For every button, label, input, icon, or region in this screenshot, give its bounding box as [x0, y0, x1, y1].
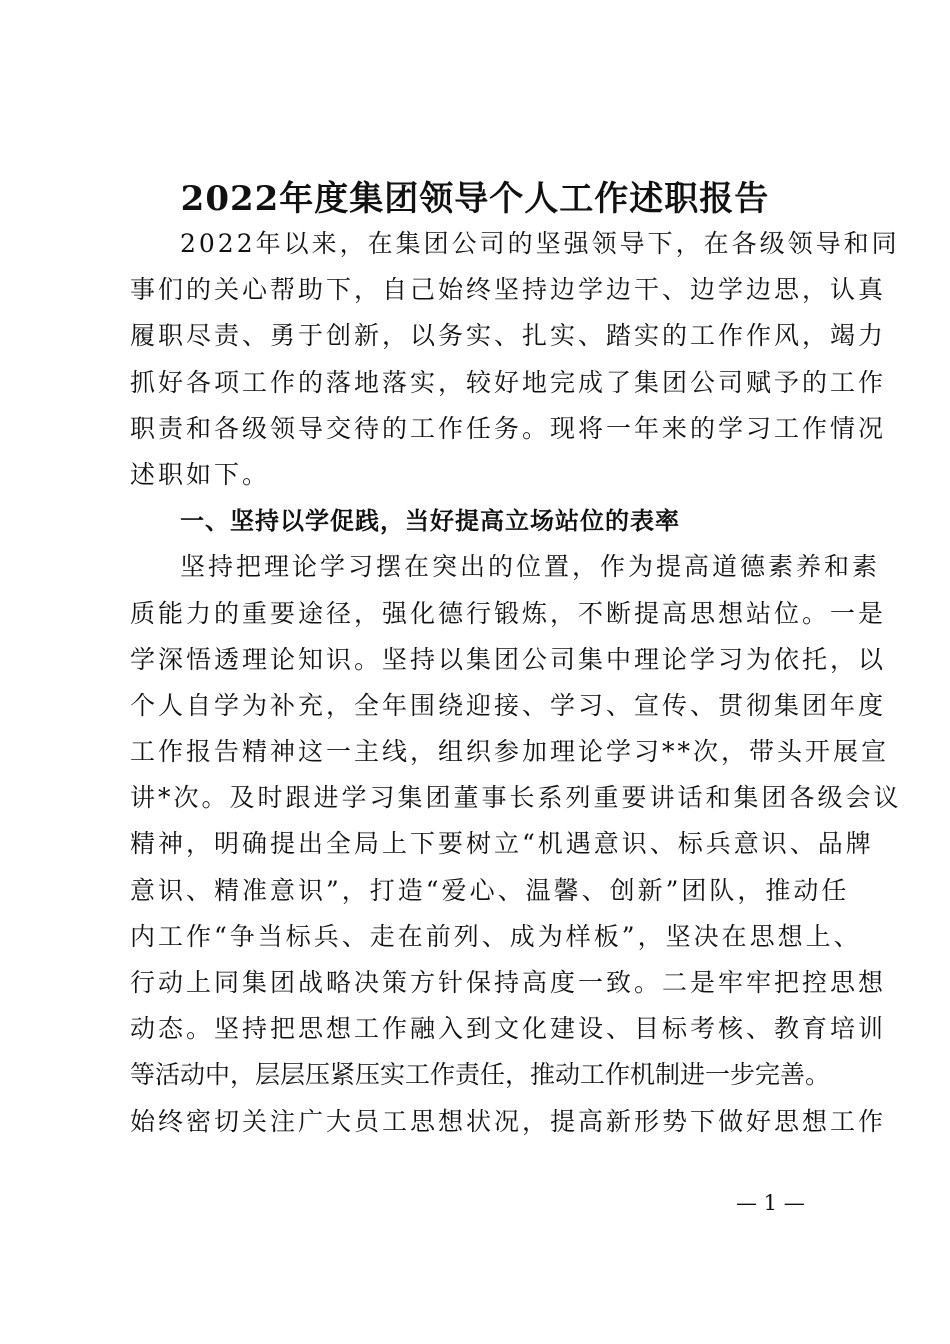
- paragraph-line: 行动上同集团战略决策方针保持高度一致。二是牢牢把控思想: [130, 968, 887, 997]
- paragraph-line: 抓好各项工作的落地落实，较好地完成了集团公司赋予的工作: [130, 367, 887, 397]
- paragraph-line: 内工作“争当标兵、走在前列、成为样板”，坚决在思想上、: [130, 921, 862, 951]
- paragraph-line: 职责和各级领导交待的工作任务。现将一年来的学习工作情况: [130, 413, 887, 443]
- paragraph-line: 学深悟透理论知识。坚持以集团公司集中理论学习为依托，以: [130, 644, 887, 674]
- paragraph-line: 讲*次。及时跟进学习集团董事长系列重要讲话和集团各级会议: [130, 783, 902, 813]
- paragraph-line: 2022年以来，在集团公司的坚强领导下，在各级领导和同: [180, 229, 900, 258]
- paragraph-line: 精神，明确提出全局上下要树立“机遇意识、标兵意识、品牌: [130, 829, 874, 859]
- paragraph-line: 工作报告精神这一主线，组织参加理论学习**次，带头开展宣: [130, 737, 890, 767]
- document-title: 2022年度集团领导个人工作述职报告: [180, 179, 770, 219]
- paragraph-line: 履职尽责、勇于创新，以务实、扎实、踏实的工作作风，竭力: [130, 321, 887, 351]
- paragraph-line: 等活动中，层层压紧压实工作责任，推动工作机制进一步完善。: [130, 1060, 831, 1090]
- section-heading: 一、坚持以学促践，当好提高立场站位的表率: [180, 507, 680, 536]
- paragraph-line: 述职如下。: [130, 459, 271, 489]
- document-body: [130, 221, 902, 1145]
- paragraph-line: 坚持把理论学习摆在突出的位置，作为提高道德素养和素: [180, 552, 881, 582]
- paragraph-line: 个人自学为补充，全年围绕迎接、学习、宣传、贯彻集团年度: [130, 690, 887, 720]
- paragraph-line: 意识、精准意识”，打造“爱心、温馨、创新”团队，推动任: [130, 875, 850, 905]
- paragraph-line: 事们的关心帮助下，自己始终坚持边学边干、边学边思，认真: [130, 275, 887, 305]
- paragraph-line: 动态。坚持把思想工作融入到文化建设、目标考核、教育培训: [130, 1014, 887, 1044]
- paragraph-line: 质能力的重要途径，强化德行锻炼，不断提高思想站位。一是: [130, 598, 887, 628]
- page-number: — 1 —: [736, 1191, 805, 1215]
- paragraph-line: 始终密切关注广大员工思想状况，提高新形势下做好思想工作: [130, 1106, 887, 1136]
